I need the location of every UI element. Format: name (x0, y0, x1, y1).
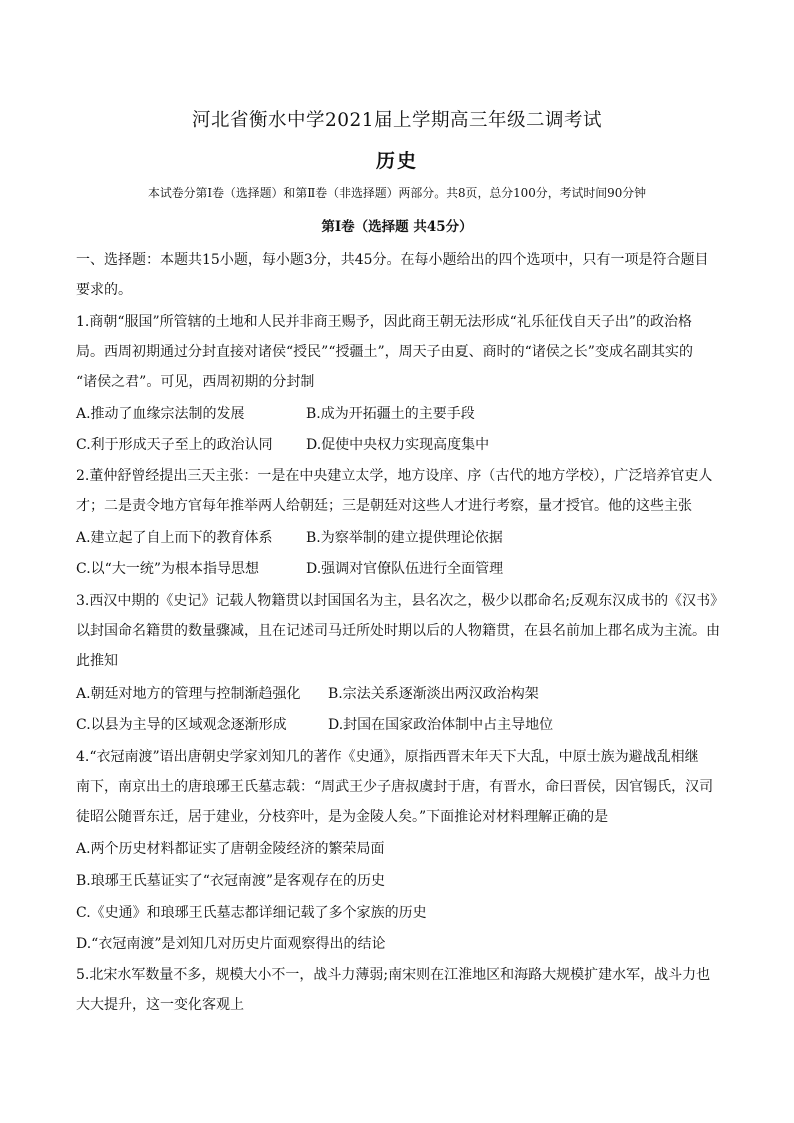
q2-option-b: B.为察举制的建立提供理论依据 (306, 530, 503, 546)
exam-intro: 本试卷分第Ⅰ卷（选择题）和第Ⅱ卷（非选择题）两部分。共8页，总分100分，考试时间90分钟 (147, 186, 647, 200)
exam-title: 河北省衡水中学2021届上学期高三年级二调考试 (191, 110, 603, 131)
q2-option-a: A.建立起了自上而下的教育体系 (76, 530, 273, 546)
q1-stem: “诸侯之君”。可见，西周初期的分封制 (76, 374, 315, 390)
q5-stem: 大大提升，这一变化客观上 (76, 997, 244, 1013)
q4-stem: 4.“衣冠南渡”语出唐朝史学家刘知几的著作《史通》，原指西晋末年天下大乱，中原士族为避战乱相继 (76, 749, 699, 765)
q2-stem: 才；二是责令地方官每年推举两人给朝廷；三是朝廷对这些人才进行考察，量才授官。他的这些主张 (76, 498, 692, 514)
q4-option-d: D.“衣冠南渡”是刘知几对历史片面观察得出的结论 (76, 936, 386, 952)
q3-stem: 3.西汉中期的《史记》记载人物籍贯以封国国名为主，县名次之，极少以郡命名;反观东汉成书的《汉书》 (76, 593, 725, 609)
q4-stem: 徒昭公随晋东迁，居于建业，分枝弈叶，是为金陵人矣。”下面推论对材料理解正确的是 (76, 809, 609, 825)
q2-stem: 2.董仲舒曾经提出三天主张：一是在中央建立太学，地方设庠、序（古代的地方学校），广泛培养官吏人 (76, 468, 713, 484)
q4-option-b: B.琅琊王氏墓证实了“衣冠南渡”是客观存在的历史 (76, 873, 386, 889)
q3-option-b: B.宗法关系逐渐淡出两汉政治构架 (328, 686, 539, 702)
q3-stem: 以封国命名籍贯的数量骤减，且在记述司马迁所处时期以后的人物籍贯，在县名前加上郡名成为主流。由 (76, 623, 720, 639)
q4-stem: 南下，南京出土的唐琅琊王氏墓志载：“周武王少子唐叔虞封于唐，有晋水，命曰晋侯，因官锡氏，汉司 (76, 779, 714, 795)
q5-stem: 5.北宋水军数量不多，规模大小不一，战斗力薄弱;南宋则在江淮地区和海路大规模扩建水军，战斗力也 (76, 967, 711, 983)
q2-option-d: D.强调对官僚队伍进行全面管理 (306, 561, 504, 577)
q1-stem: 1.商朝“服国”所管辖的土地和人民并非商王赐予，因此商王朝无法形成“礼乐征伐自天子出”的政治格 (76, 314, 692, 330)
subject-title: 历史 (375, 150, 418, 172)
q3-option-d: D.封国在国家政治体制中占主导地位 (328, 717, 554, 733)
q3-option-a: A.朝廷对地方的管理与控制渐趋强化 (76, 686, 301, 702)
part-heading: 第Ⅰ卷（选择题 共45分） (321, 219, 473, 235)
q4-option-c: C.《史通》和琅琊王氏墓志都详细记载了多个家族的历史 (76, 905, 427, 921)
q4-option-a: A.两个历史材料都证实了唐朝金陵经济的繁荣局面 (76, 841, 385, 857)
q1-option-c: C.利于形成天子至上的政治认同 (76, 437, 273, 453)
q1-option-a: A.推动了血缘宗法制的发展 (76, 406, 245, 422)
q3-stem: 此推知 (76, 653, 118, 669)
q1-option-d: D.促使中央权力实现高度集中 (306, 437, 490, 453)
q1-option-b: B.成为开拓疆土的主要手段 (306, 406, 475, 422)
q2-option-c: C.以“大一统”为根本指导思想 (76, 561, 259, 577)
section-instruction: 一、选择题：本题共15小题，每小题3分，共45分。在每小题给出的四个选项中，只有一项是符合题目 (76, 252, 709, 268)
q1-stem: 局。西周初期通过分封直接对诸侯“授民”“授疆土”，周天子由夏、商时的“诸侯之长”变成名副其实的 (76, 344, 693, 360)
section-instruction-cont: 要求的。 (76, 282, 132, 298)
q3-option-c: C.以县为主导的区域观念逐渐形成 (76, 717, 287, 733)
